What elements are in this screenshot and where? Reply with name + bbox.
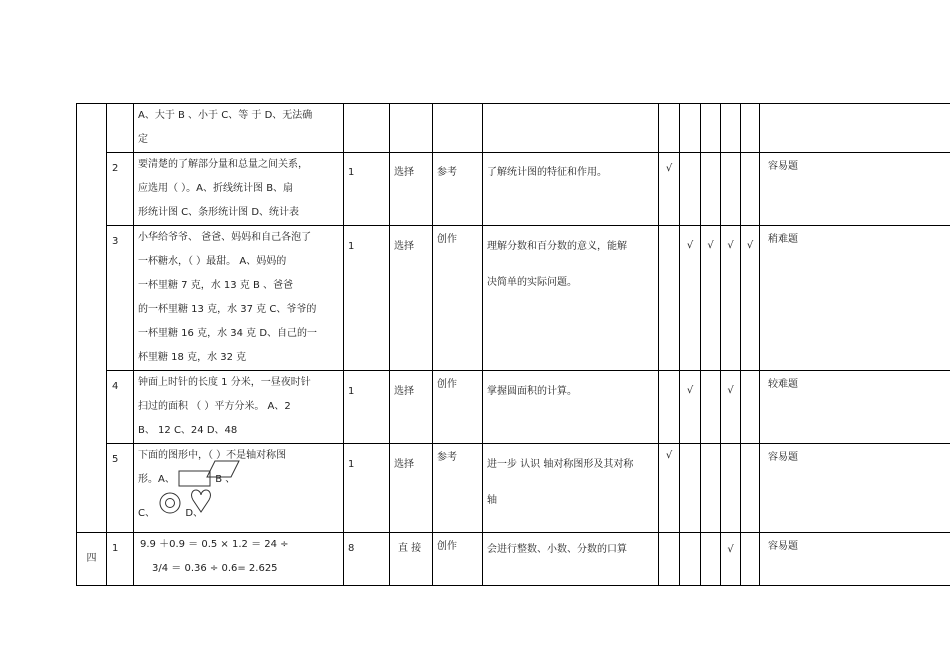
check-mark xyxy=(701,533,721,586)
score-cell: 1 xyxy=(344,444,390,533)
question-spec-table xyxy=(76,103,950,586)
question-number: 5 xyxy=(107,444,134,533)
question-number: 4 xyxy=(107,371,134,444)
table-row xyxy=(77,444,950,533)
question-text: 下面的图形中，（ ）不是轴对称图 形。A、 B 、 C、 D、 xyxy=(134,444,344,533)
table-row xyxy=(77,533,950,586)
source-cell: 参考 xyxy=(433,153,483,226)
source-cell: 创作 xyxy=(433,226,483,371)
table-row xyxy=(77,104,950,153)
type-cell: 选择 xyxy=(390,444,433,533)
table-row xyxy=(77,226,950,371)
question-number: 2 xyxy=(107,153,134,226)
check-mark xyxy=(701,444,721,533)
question-number xyxy=(107,104,134,153)
check-mark: √ xyxy=(721,371,741,444)
check-mark xyxy=(721,444,741,533)
check-mark: √ xyxy=(741,226,760,371)
check-mark xyxy=(659,533,680,586)
type-cell: 选择 xyxy=(390,153,433,226)
check-mark: √ xyxy=(721,533,741,586)
question-number: 1 xyxy=(107,533,134,586)
check-mark xyxy=(701,371,721,444)
section-cell xyxy=(77,104,107,533)
question-text: A、大于 B 、小于 C、等 于 D、无法确 定 xyxy=(134,104,344,153)
score-cell: 1 xyxy=(344,371,390,444)
difficulty-cell: 容易题 xyxy=(760,444,950,533)
check-mark: √ xyxy=(659,153,680,226)
difficulty-cell: 容易题 xyxy=(760,153,950,226)
question-text: 要清楚的了解部分量和总量之间关系， 应选用（ ）。A、折线统计图 B、扇 形统计图 C、条形统计图 D、统计表 xyxy=(134,153,344,226)
type-cell: 选择 xyxy=(390,226,433,371)
source-cell: 创作 xyxy=(433,533,483,586)
check-mark xyxy=(741,371,760,444)
check-mark: √ xyxy=(701,226,721,371)
score-cell: 1 xyxy=(344,226,390,371)
score-cell: 8 xyxy=(344,533,390,586)
question-text: 钟面上时针的长度 1 分米，一昼夜时针 扫过的面积 （ ）平方分米。 A、2 B、 12 C、24 D、48 xyxy=(134,371,344,444)
check-mark xyxy=(659,371,680,444)
difficulty-cell: 容易题 xyxy=(760,533,950,586)
check-mark: √ xyxy=(721,226,741,371)
check-mark: √ xyxy=(680,371,701,444)
concentric-circles-shape-icon xyxy=(158,491,182,515)
check-mark xyxy=(680,444,701,533)
difficulty-cell: 稍难题 xyxy=(760,226,950,371)
check-mark xyxy=(659,226,680,371)
check-mark xyxy=(741,153,760,226)
check-mark: √ xyxy=(680,226,701,371)
check-mark: √ xyxy=(659,444,680,533)
parallelogram-shape-icon xyxy=(206,460,240,478)
heart-shape-icon xyxy=(190,488,212,514)
table-row xyxy=(77,371,950,444)
source-cell: 参考 xyxy=(433,444,483,533)
source-cell: 创作 xyxy=(433,371,483,444)
question-text: 小华给爷爷、 爸爸、妈妈和自己各泡了 一杯糖水，（ ）最甜。 A、妈妈的 一杯里糖 7 克，水 13 克 B 、爸爸 的一杯里糖 13 克，水 37 克 C、爷爷的 一杯里糖 16 克，水 34 克 D、自己的一 杯里糖 18 克，水 32 克 xyxy=(134,226,344,371)
question-number: 3 xyxy=(107,226,134,371)
check-mark xyxy=(680,533,701,586)
objective-cell: 会进行整数、小数、分数的口算 xyxy=(483,533,659,586)
check-mark xyxy=(680,153,701,226)
score-cell: 1 xyxy=(344,153,390,226)
objective-cell: 进一步 认识 轴对称图形及其对称 轴 xyxy=(483,444,659,533)
question-text: 9.9 ＋0.9 ＝ 0.5 × 1.2 ＝ 24 ÷ 3/4 ＝ 0.36 ÷ 0.6= 2.625 xyxy=(134,533,344,586)
type-cell: 选择 xyxy=(390,371,433,444)
check-mark xyxy=(741,533,760,586)
check-mark xyxy=(741,444,760,533)
check-mark xyxy=(721,153,741,226)
check-mark xyxy=(701,153,721,226)
objective-cell: 理解分数和百分数的意义，能解 决简单的实际问题。 xyxy=(483,226,659,371)
table-row xyxy=(77,153,950,226)
difficulty-cell: 较难题 xyxy=(760,371,950,444)
section-cell: 四 xyxy=(77,533,107,586)
type-cell: 直 接 xyxy=(390,533,433,586)
objective-cell: 掌握圆面积的计算。 xyxy=(483,371,659,444)
objective-cell: 了解统计图的特征和作用。 xyxy=(483,153,659,226)
